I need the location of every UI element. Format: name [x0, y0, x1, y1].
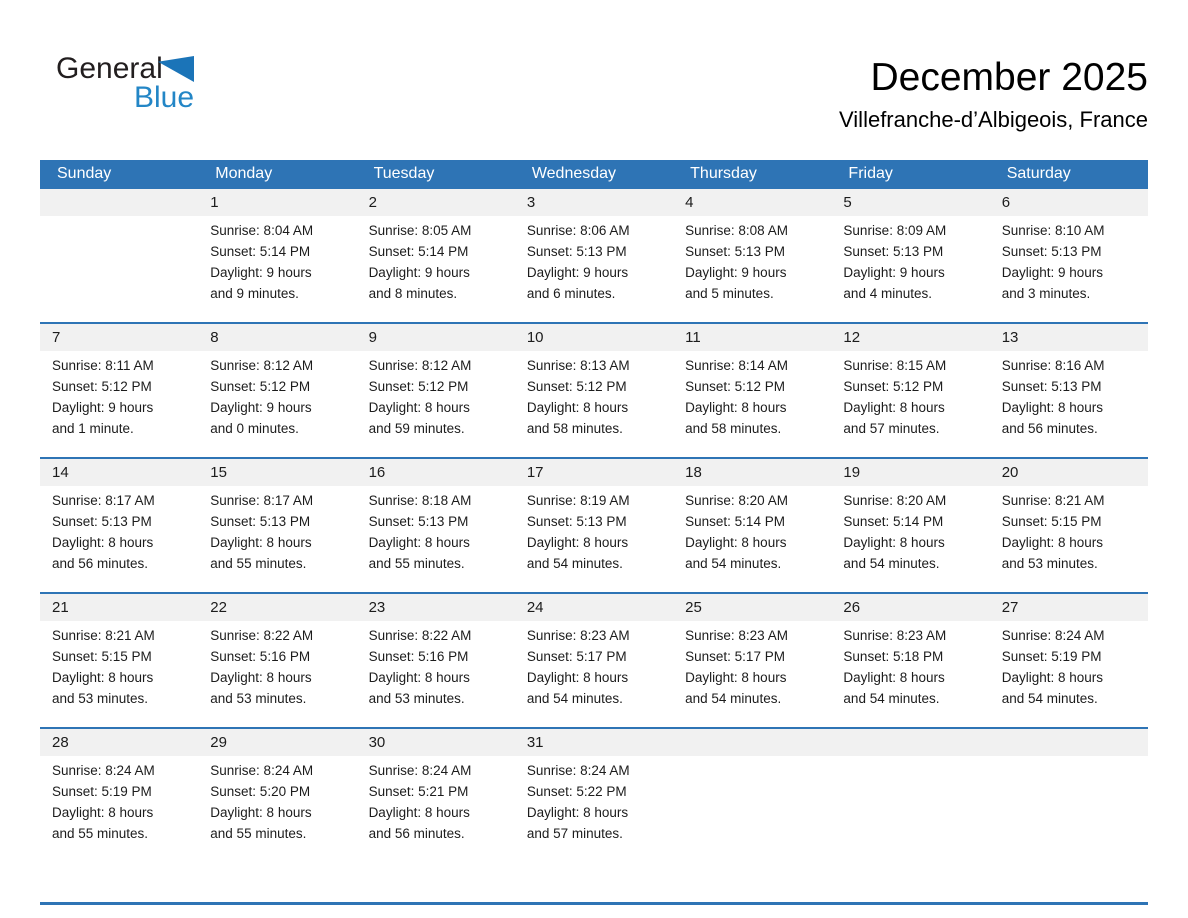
day-cell [198, 459, 356, 592]
day-cell [990, 594, 1148, 727]
daylight-text-line1: Daylight: 8 hours [843, 400, 945, 415]
day-details [673, 486, 831, 574]
day-number: 9 [357, 324, 515, 351]
day-number: 26 [831, 594, 989, 621]
day-cell [831, 189, 989, 322]
sunset-text: Sunset: 5:12 PM [843, 379, 944, 394]
daylight-text-line1: Daylight: 8 hours [52, 670, 154, 685]
daylight-text-line2: and 53 minutes. [210, 691, 307, 706]
calendar-week-row [40, 727, 1148, 862]
day-cell [515, 594, 673, 727]
sunset-text: Sunset: 5:19 PM [52, 784, 152, 799]
day-details [40, 351, 198, 439]
day-number [40, 189, 198, 216]
sunset-text [685, 781, 825, 802]
sunset-text: Sunset: 5:14 PM [685, 514, 785, 529]
day-number: 23 [357, 594, 515, 621]
daylight-text-line1: Daylight: 9 hours [52, 400, 154, 415]
sunset-text: Sunset: 5:12 PM [526, 379, 627, 394]
daylight-text-line1 [685, 802, 825, 823]
daylight-text-line1: Daylight: 9 hours [843, 265, 945, 280]
sunrise-text: Sunrise: 8:24 AM [1001, 628, 1105, 643]
sunrise-text: Sunrise: 8:20 AM [685, 493, 788, 508]
daylight-text-line1 [1002, 802, 1142, 823]
day-number: 7 [40, 324, 198, 351]
daylight-text-line2: and 56 minutes. [52, 556, 149, 571]
day-number: 16 [357, 459, 515, 486]
day-cell [831, 594, 989, 727]
sunset-text: Sunset: 5:12 PM [368, 379, 469, 394]
logo-word-general: General [56, 52, 163, 85]
sunrise-text: Sunrise: 8:15 AM [843, 358, 947, 373]
sunrise-text: Sunrise: 8:08 AM [685, 223, 788, 238]
day-details [198, 756, 356, 844]
daylight-text-line2: and 54 minutes. [526, 556, 623, 571]
day-number [831, 729, 989, 756]
day-cell [198, 729, 356, 862]
sunset-text: Sunset: 5:15 PM [52, 649, 152, 664]
daylight-text-line2: and 8 minutes. [368, 286, 458, 301]
day-cell [40, 594, 198, 727]
sunrise-text: Sunrise: 8:24 AM [526, 763, 630, 778]
day-details [198, 621, 356, 709]
day-number: 28 [40, 729, 198, 756]
sunset-text: Sunset: 5:18 PM [843, 649, 944, 664]
day-cell [515, 729, 673, 862]
sunrise-text [685, 760, 825, 781]
day-number: 4 [673, 189, 831, 216]
daylight-text-line2: and 56 minutes. [368, 826, 465, 841]
daylight-text-line1: Daylight: 8 hours [210, 805, 312, 820]
day-number: 8 [198, 324, 356, 351]
sunset-text: Sunset: 5:12 PM [210, 379, 311, 394]
sunset-text: Sunset: 5:17 PM [685, 649, 785, 664]
day-cell [990, 189, 1148, 322]
day-cell [831, 729, 989, 862]
sunrise-text: Sunrise: 8:24 AM [210, 763, 314, 778]
day-number: 29 [198, 729, 356, 756]
sunset-text [843, 781, 983, 802]
day-number: 13 [990, 324, 1148, 351]
weekday-header-saturday: Saturday [1006, 164, 1071, 182]
sunrise-text: Sunrise: 8:12 AM [368, 358, 472, 373]
daylight-text-line1: Daylight: 8 hours [210, 535, 312, 550]
sunrise-text: Sunrise: 8:11 AM [52, 358, 154, 373]
day-number: 11 [673, 324, 831, 351]
daylight-text-line1: Daylight: 8 hours [368, 670, 470, 685]
day-details [198, 351, 356, 439]
daylight-text-line1: Daylight: 8 hours [368, 535, 470, 550]
day-details [515, 621, 673, 709]
day-details [673, 351, 831, 439]
day-details [357, 216, 515, 304]
day-cell [357, 594, 515, 727]
daylight-text-line2: and 3 minutes. [1001, 286, 1091, 301]
day-cell [198, 594, 356, 727]
general-blue-logo [40, 52, 230, 120]
daylight-text-line2: and 57 minutes. [526, 826, 623, 841]
sunrise-text [52, 220, 192, 241]
sunrise-text: Sunrise: 8:13 AM [526, 358, 630, 373]
day-cell [40, 729, 198, 862]
day-details [357, 351, 515, 439]
weekday-header-friday: Friday [848, 164, 893, 182]
daylight-text-line1: Daylight: 8 hours [685, 535, 787, 550]
day-details [515, 756, 673, 844]
day-number [673, 729, 831, 756]
calendar-table [40, 160, 1148, 905]
daylight-text-line1: Daylight: 9 hours [368, 265, 470, 280]
day-number: 14 [40, 459, 198, 486]
daylight-text-line2: and 56 minutes. [1001, 421, 1098, 436]
daylight-text-line1: Daylight: 9 hours [1001, 265, 1104, 280]
day-number: 10 [515, 324, 673, 351]
day-cell [357, 324, 515, 457]
day-details [40, 216, 198, 304]
daylight-text-line1: Daylight: 8 hours [1001, 670, 1104, 685]
sunrise-text: Sunrise: 8:09 AM [843, 223, 947, 238]
day-number: 2 [357, 189, 515, 216]
sunrise-text: Sunrise: 8:23 AM [526, 628, 630, 643]
bottom-divider [40, 902, 1148, 905]
daylight-text-line2: and 53 minutes. [1001, 556, 1098, 571]
day-cell [357, 189, 515, 322]
day-number: 1 [198, 189, 356, 216]
daylight-text-line2: and 58 minutes. [526, 421, 623, 436]
day-number [990, 729, 1148, 756]
day-number: 20 [990, 459, 1148, 486]
day-details [831, 756, 989, 844]
day-cell [990, 459, 1148, 592]
day-number: 27 [990, 594, 1148, 621]
sunrise-text: Sunrise: 8:17 AM [52, 493, 155, 508]
sunrise-text: Sunrise: 8:12 AM [210, 358, 314, 373]
day-number: 25 [673, 594, 831, 621]
sunrise-text: Sunrise: 8:22 AM [210, 628, 314, 643]
daylight-text-line2: and 58 minutes. [685, 421, 782, 436]
daylight-text-line2: and 4 minutes. [843, 286, 932, 301]
day-details [357, 486, 515, 574]
daylight-text-line1: Daylight: 8 hours [210, 670, 312, 685]
daylight-text-line2: and 59 minutes. [368, 421, 465, 436]
calendar-weeks [40, 187, 1148, 862]
sunset-text [52, 241, 192, 262]
daylight-text-line1: Daylight: 8 hours [526, 670, 629, 685]
day-number: 18 [673, 459, 831, 486]
day-number: 19 [831, 459, 989, 486]
daylight-text-line2: and 55 minutes. [52, 826, 149, 841]
sunset-text: Sunset: 5:13 PM [685, 244, 785, 259]
sunrise-text: Sunrise: 8:22 AM [368, 628, 472, 643]
daylight-text-line1: Daylight: 8 hours [685, 670, 787, 685]
day-details [673, 756, 831, 844]
daylight-text-line1 [843, 802, 983, 823]
sunset-text: Sunset: 5:13 PM [526, 244, 627, 259]
day-cell [198, 189, 356, 322]
sunset-text: Sunset: 5:20 PM [210, 784, 311, 799]
weekday-header-wednesday: Wednesday [531, 164, 617, 182]
sunset-text: Sunset: 5:13 PM [52, 514, 152, 529]
daylight-text-line1: Daylight: 9 hours [526, 265, 629, 280]
sunset-text: Sunset: 5:13 PM [1001, 244, 1102, 259]
day-details [990, 351, 1148, 439]
sunset-text: Sunset: 5:15 PM [1001, 514, 1102, 529]
day-number: 22 [198, 594, 356, 621]
day-number: 30 [357, 729, 515, 756]
sunrise-text: Sunrise: 8:23 AM [843, 628, 947, 643]
day-details [515, 486, 673, 574]
sunrise-text: Sunrise: 8:10 AM [1001, 223, 1105, 238]
calendar-week-row [40, 592, 1148, 727]
sunrise-text [843, 760, 983, 781]
sunrise-text: Sunrise: 8:17 AM [210, 493, 314, 508]
day-cell [673, 594, 831, 727]
daylight-text-line1: Daylight: 8 hours [1001, 400, 1104, 415]
sunset-text: Sunset: 5:22 PM [526, 784, 627, 799]
daylight-text-line1: Daylight: 8 hours [685, 400, 787, 415]
sunrise-text: Sunrise: 8:05 AM [368, 223, 472, 238]
sunset-text: Sunset: 5:12 PM [52, 379, 152, 394]
day-cell [673, 729, 831, 862]
day-cell [40, 459, 198, 592]
sunrise-text: Sunrise: 8:20 AM [843, 493, 947, 508]
page-header [40, 0, 1148, 160]
sunrise-text: Sunrise: 8:19 AM [526, 493, 630, 508]
sunrise-text: Sunrise: 8:18 AM [368, 493, 472, 508]
day-details [515, 216, 673, 304]
sunset-text [1002, 781, 1142, 802]
logo-word-blue: Blue [134, 81, 195, 114]
day-number: 15 [198, 459, 356, 486]
daylight-text-line2: and 55 minutes. [210, 826, 307, 841]
day-details [831, 216, 989, 304]
day-number: 24 [515, 594, 673, 621]
daylight-text-line1 [52, 262, 192, 283]
sunrise-text: Sunrise: 8:21 AM [1001, 493, 1105, 508]
day-cell [40, 324, 198, 457]
day-number: 21 [40, 594, 198, 621]
day-details [831, 486, 989, 574]
day-details [40, 756, 198, 844]
day-details [831, 351, 989, 439]
sunrise-text: Sunrise: 8:04 AM [210, 223, 314, 238]
day-details [673, 621, 831, 709]
sunrise-text: Sunrise: 8:24 AM [52, 763, 155, 778]
sunset-text: Sunset: 5:14 PM [843, 514, 944, 529]
day-number: 31 [515, 729, 673, 756]
sunrise-text: Sunrise: 8:23 AM [685, 628, 788, 643]
daylight-text-line2 [52, 283, 192, 304]
daylight-text-line2 [1002, 823, 1142, 844]
sunset-text: Sunset: 5:16 PM [368, 649, 469, 664]
day-details [990, 216, 1148, 304]
day-details [515, 351, 673, 439]
daylight-text-line2: and 6 minutes. [526, 286, 616, 301]
day-cell [673, 324, 831, 457]
day-cell [990, 729, 1148, 862]
weekday-header-tuesday: Tuesday [373, 164, 435, 182]
day-details [831, 621, 989, 709]
logo-triangle-icon [158, 56, 194, 82]
daylight-text-line2: and 54 minutes. [843, 556, 940, 571]
day-number: 3 [515, 189, 673, 216]
day-number: 5 [831, 189, 989, 216]
day-details [990, 621, 1148, 709]
day-details [198, 486, 356, 574]
day-details [357, 756, 515, 844]
day-number: 17 [515, 459, 673, 486]
sunset-text: Sunset: 5:21 PM [368, 784, 469, 799]
sunset-text: Sunset: 5:13 PM [368, 514, 469, 529]
day-details [198, 216, 356, 304]
daylight-text-line1: Daylight: 8 hours [52, 535, 154, 550]
daylight-text-line2: and 0 minutes. [210, 421, 299, 436]
sunset-text: Sunset: 5:17 PM [526, 649, 627, 664]
daylight-text-line1: Daylight: 9 hours [210, 400, 312, 415]
daylight-text-line2: and 1 minute. [52, 421, 134, 436]
daylight-text-line1: Daylight: 8 hours [843, 535, 945, 550]
day-cell [40, 189, 198, 322]
day-number: 6 [990, 189, 1148, 216]
sunset-text: Sunset: 5:13 PM [1001, 379, 1102, 394]
sunset-text: Sunset: 5:13 PM [210, 514, 311, 529]
daylight-text-line1: Daylight: 8 hours [843, 670, 945, 685]
daylight-text-line1: Daylight: 8 hours [526, 535, 629, 550]
weekday-header-monday: Monday [215, 164, 273, 182]
day-number: 12 [831, 324, 989, 351]
daylight-text-line1: Daylight: 8 hours [368, 805, 470, 820]
daylight-text-line2: and 57 minutes. [843, 421, 940, 436]
day-cell [831, 459, 989, 592]
day-details [40, 621, 198, 709]
daylight-text-line1: Daylight: 8 hours [368, 400, 470, 415]
sunset-text: Sunset: 5:14 PM [368, 244, 469, 259]
weekday-header-row [40, 160, 1148, 187]
calendar-week-row [40, 322, 1148, 457]
calendar-week-row [40, 187, 1148, 322]
day-cell [515, 324, 673, 457]
day-cell [357, 729, 515, 862]
sunset-text: Sunset: 5:16 PM [210, 649, 311, 664]
sunrise-text: Sunrise: 8:24 AM [368, 763, 472, 778]
day-cell [515, 459, 673, 592]
sunset-text: Sunset: 5:13 PM [526, 514, 627, 529]
day-details [990, 756, 1148, 844]
daylight-text-line1: Daylight: 9 hours [685, 265, 787, 280]
weekday-header-thursday: Thursday [690, 164, 757, 182]
sunset-text: Sunset: 5:19 PM [1001, 649, 1102, 664]
daylight-text-line1: Daylight: 8 hours [526, 400, 629, 415]
daylight-text-line2: and 54 minutes. [843, 691, 940, 706]
day-cell [198, 324, 356, 457]
sunrise-text: Sunrise: 8:06 AM [526, 223, 630, 238]
daylight-text-line2: and 54 minutes. [685, 691, 782, 706]
daylight-text-line1: Daylight: 9 hours [210, 265, 312, 280]
day-cell [831, 324, 989, 457]
daylight-text-line2 [685, 823, 825, 844]
daylight-text-line2: and 55 minutes. [210, 556, 307, 571]
daylight-text-line2: and 53 minutes. [52, 691, 149, 706]
daylight-text-line2: and 5 minutes. [685, 286, 774, 301]
day-cell [990, 324, 1148, 457]
day-cell [515, 189, 673, 322]
day-details [990, 486, 1148, 574]
daylight-text-line1: Daylight: 8 hours [52, 805, 154, 820]
page-title: December 2025 [870, 56, 1148, 99]
sunrise-text: Sunrise: 8:14 AM [685, 358, 788, 373]
daylight-text-line2 [843, 823, 983, 844]
daylight-text-line2: and 53 minutes. [368, 691, 465, 706]
weekday-header-sunday: Sunday [57, 164, 112, 182]
day-cell [673, 459, 831, 592]
day-details [40, 486, 198, 574]
day-details [357, 621, 515, 709]
sunset-text: Sunset: 5:13 PM [843, 244, 944, 259]
day-details [673, 216, 831, 304]
daylight-text-line2: and 54 minutes. [685, 556, 782, 571]
page-subtitle: Villefranche-d’Albigeois, France [839, 106, 1148, 132]
day-cell [357, 459, 515, 592]
title-block [839, 56, 1148, 133]
daylight-text-line2: and 55 minutes. [368, 556, 465, 571]
day-cell [673, 189, 831, 322]
sunrise-text: Sunrise: 8:21 AM [52, 628, 155, 643]
sunset-text: Sunset: 5:14 PM [210, 244, 311, 259]
daylight-text-line2: and 54 minutes. [526, 691, 623, 706]
sunrise-text: Sunrise: 8:16 AM [1001, 358, 1105, 373]
daylight-text-line2: and 54 minutes. [1001, 691, 1098, 706]
daylight-text-line2: and 9 minutes. [210, 286, 299, 301]
daylight-text-line1: Daylight: 8 hours [526, 805, 629, 820]
daylight-text-line1: Daylight: 8 hours [1001, 535, 1104, 550]
calendar-week-row [40, 457, 1148, 592]
sunset-text: Sunset: 5:12 PM [685, 379, 785, 394]
sunrise-text [1002, 760, 1142, 781]
